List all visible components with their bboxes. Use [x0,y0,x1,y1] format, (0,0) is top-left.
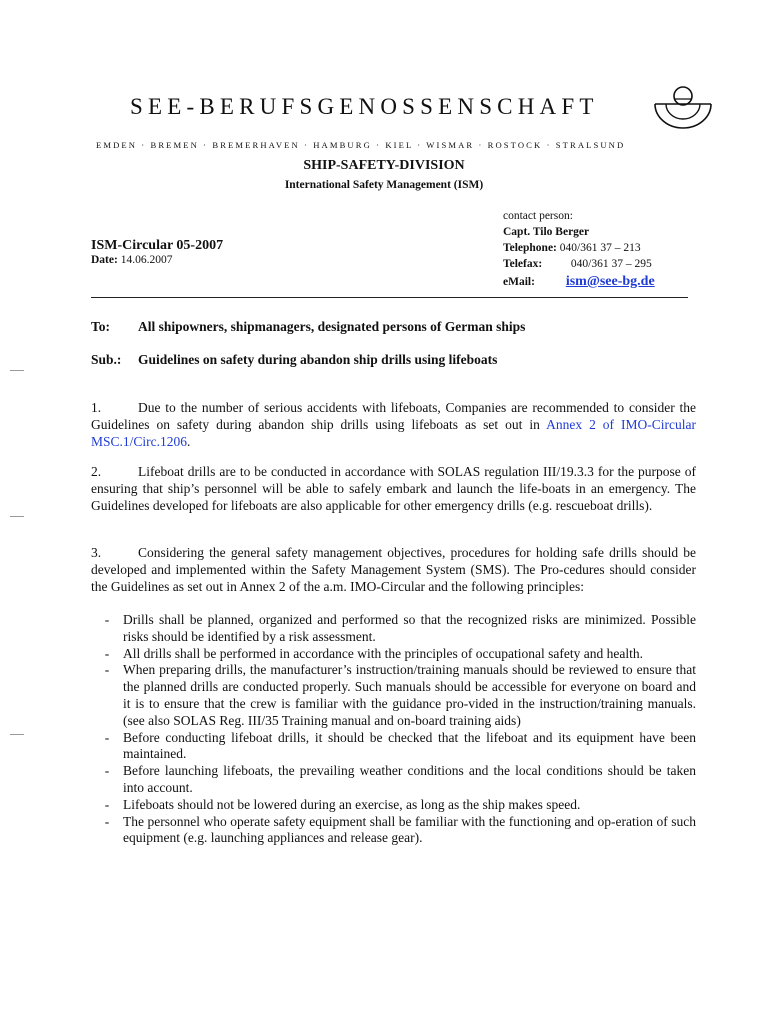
paragraph-text: Due to the number of serious accidents with lifeboats, Companies are recommended to consider the Guidelines on safety during abandon ship drills using lifeboats as set out in [91,400,696,432]
to-line [91,319,525,335]
telephone-row [503,240,655,256]
bullet-marker: - [104,612,110,627]
contact-label: contact person: [503,210,573,222]
margin-mark [10,734,24,735]
date-label: Date: [91,254,118,266]
to-recipients: All shipowners, shipmanagers, designated persons of German ships [138,319,526,334]
telefax-value: 040/361 37 – 295 [570,258,652,270]
paragraph-1 [91,400,696,450]
division-title: SHIP-SAFETY-DIVISION [303,158,465,173]
list-item-text: Drills shall be planned, organized and performed so that the recognized risks are minimized. Possible risks should be identified by a risk assessment. [123,612,696,644]
organization-name: SEE-BERUFSGENOSSENSCHAFT [130,94,599,119]
contact-name: Capt. Tilo Berger [503,226,590,238]
paragraph-3 [91,545,696,595]
date-value: 14.06.2007 [120,254,173,266]
email-label: eMail: [503,276,535,288]
list-item [91,612,696,646]
division-subtitle: International Safety Management (ISM) [284,179,484,191]
list-item [91,646,696,663]
header-divider [91,297,688,298]
email-link[interactable]: ism@see-bg.de [565,274,655,289]
list-item [91,814,696,848]
list-item [91,797,696,814]
circular-date [91,254,172,266]
paragraph-2 [91,464,696,514]
subject-line [91,352,497,368]
paragraph-text: Considering the general safety management objectives, procedures for holding safe drills should be developed and implemented within the Safety Management System (SMS). The Pro-cedures should consider the Guidelines as set out in Annex 2 of the a.m. IMO-Circular and the following principles: [91,545,696,594]
bullet-marker: - [104,645,110,661]
office-locations: EMDEN · BREMEN · BREMERHAVEN · HAMBURG · KIEL · WISMAR · ROSTOCK · STRALSUND [96,140,626,150]
principles-list [91,612,696,847]
margin-mark [10,370,24,371]
email-row [503,274,655,290]
telefax-label: Telefax: [503,258,543,270]
list-item-text: Before conducting lifeboat drills, it should be checked that the lifeboat and its equipment have been maintained. [123,729,696,762]
bullet-marker: - [104,763,110,779]
list-item-text: The personnel who operate safety equipment shall be familiar with the functioning and op-eration of such equipment (e.g. launching appliances and release gear). [123,813,696,846]
list-item-text: All drills shall be performed in accordance with the principles of occupational safety and health. [123,645,643,661]
list-item [91,763,696,797]
list-item [91,730,696,764]
paragraph-number: 2. [91,464,102,479]
bullet-marker: - [104,729,110,745]
sun-horizon-logo-icon [652,86,714,132]
paragraph-number: 3. [91,545,102,560]
bullet-marker: - [104,662,110,678]
list-item-text: When preparing drills, the manufacturer’s instruction/training manuals should be reviewed to ensure that the planned drills are conducted properly. Such manuals should be accessible for everyone on board and it is to ensure that the crew is familiar with the guidance pro-vided in the instruction/training manuals. (see also SOLAS Reg. III/35 Training manual and on-board training aids) [123,662,696,728]
paragraph-end: . [187,433,191,449]
list-item-text: Before launching lifeboats, the prevailing weather conditions and the local conditions should be taken into account. [123,763,696,795]
bullet-marker: - [104,796,110,812]
telefax-row [503,256,655,272]
telephone-value: 040/361 37 – 213 [559,242,641,254]
margin-mark [10,516,24,517]
contact-block [503,208,655,290]
list-item [91,662,696,729]
list-item-text: Lifeboats should not be lowered during an exercise, as long as the ship makes speed. [123,796,581,812]
to-label: To: [91,319,111,334]
annex-link[interactable]: Annex 2 of IMO-Circular MSC.1/Circ.1206 [91,416,696,449]
paragraph-number: 1. [91,400,102,415]
subject-label: Sub.: [91,352,122,367]
paragraph-text: Lifeboat drills are to be conducted in accordance with SOLAS regulation III/19.3.3 for the purpose of ensuring that ship’s personnel will be able to safely embark and launch the life-boats in an emergency. The Guidelines developed for lifeboats are also applicable for other emergency drills (e.g. rescueboat drills). [91,464,696,513]
bullet-marker: - [104,813,110,829]
telephone-label: Telephone: [503,242,557,254]
subject-text: Guidelines on safety during abandon ship drills using lifeboats [138,352,498,367]
circular-title: ISM-Circular 05-2007 [91,238,224,253]
